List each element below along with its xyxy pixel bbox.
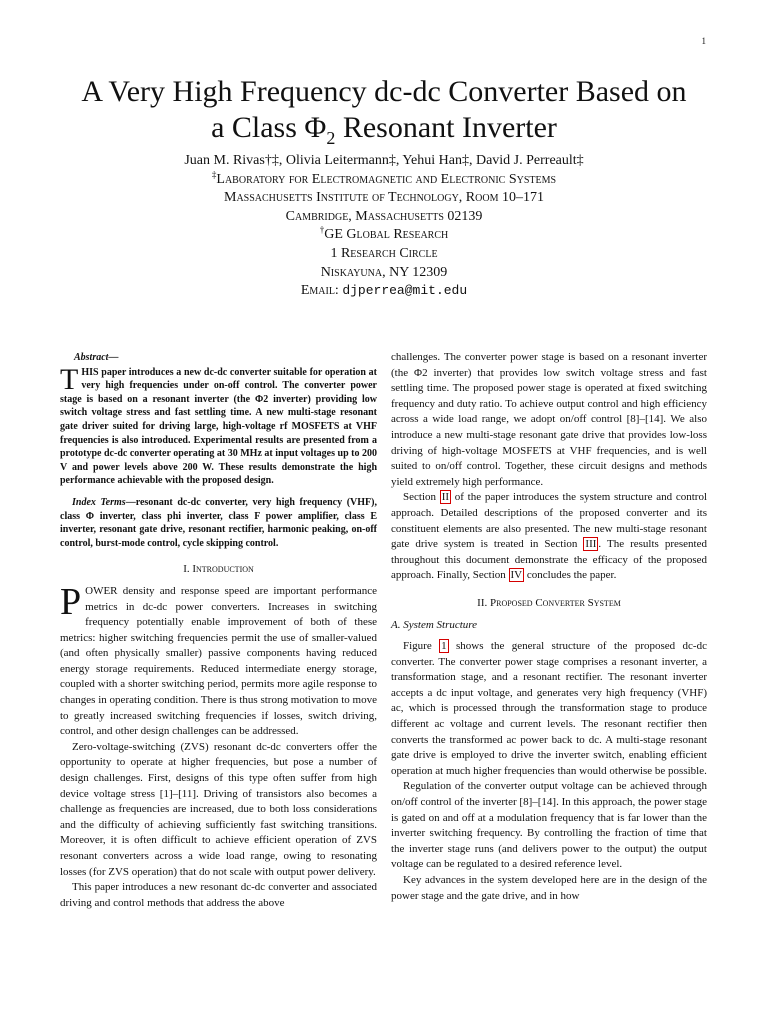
subsection-heading-system-structure: A. System Structure: [391, 618, 478, 631]
title-line-2: a Class $\Phi_2$ Resonant Inverter: [211, 111, 557, 148]
email-link[interactable]: djperrea@mit.edu: [342, 283, 468, 299]
index-terms-label: Index Terms: [72, 496, 126, 508]
right-paragraph-2: Section II of the paper introduces the system structure and control approach. Detailed descriptions of the proposed converter and its constituent elements are also presented. The new multi-stage resonant gate drive system is treated in Section III . The results presented throughout this document demonstrate the efficacy of the proposed approach. Finally, Section IV concludes the paper.: [391, 491, 707, 582]
intro-dropcap: P: [60, 580, 82, 623]
affiliation-1-line-1: ‡Laboratory for Electromagnetic and Electronic Systems: [211, 168, 557, 187]
left-column: [60, 350, 377, 911]
right-column: [391, 350, 707, 904]
figure-link-1[interactable]: 1: [441, 640, 447, 653]
intro-paragraph-3: This paper introduces a new resonant dc-dc converter and associated driving and control methods that address the above: [60, 881, 377, 909]
abstract-label: Abstract—: [74, 352, 119, 363]
intro-paragraph-1: POWER density and response speed are important performance metrics in dc-dc power converters. Increases in switching frequency potentially enable improvement of both of these metrics: higher switching frequencies permit the use of smaller-valued (and often physically smaller) passive components having reduced energy storage requirements. Reduced intermediate energy storage, coupled with a shorter switching period, permits more agile response to changes in operating condition. There is thus strong motivation to move to greatly increased switching frequencies if losses, switch driving, control, and other design challenges can be addressed.: [60, 580, 377, 738]
section-heading-introduction: I. Introduction: [183, 563, 254, 576]
affiliation-1-line-3: Cambridge, Massachusetts 02139: [285, 208, 483, 224]
index-terms-text: —resonant dc-dc converter, very high frequency (VHF), class Φ inverter, class phi inverter, class F power amplifier, class E inverter, resonant gate drive, resonant rectifier, harmonic peaking, on-off control, burst-mode control, cycle skipping control.: [60, 496, 377, 549]
abstract: [60, 362, 377, 488]
right-paragraph-1: challenges. The converter power stage is based on a resonant inverter (the Φ2 inverter) that provides low switch voltage stress and fast settling time. The proposed power stage is operated at fixed switching frequency and duty ratio. To achieve output control and high efficiency across a wide load range, we adopt on/off control [8]–[14]. We also introduce a new multi-stage resonant gate drive that provides low-loss driving of high-voltage MOSFETS at VHF frequencies, and is well suited to on/off control. Together, these circuit designs and methods yield extremely high performance.: [391, 351, 707, 488]
affiliation-2-line-2: 1 Research Circle: [330, 245, 438, 261]
right-paragraph-3: Figure 1 shows the general structure of the proposed dc-dc converter. The converter power stage comprises a resonant inverter, a transformation stage, and a resonant rectifier. The resonant inverter accepts a dc input voltage, and generates very high frequency (VHF) ac, which is processed through the transformation stage to produce different ac voltage and current levels. The resonant rectifier then converts the transformed ac power back to dc. A multi-stage resonant gate drive is employed to drive the inverter switch, enabling efficient operation at much higher frequencies than would otherwise be possible.: [391, 640, 707, 777]
affiliation-2-line-1: †GE Global Research: [319, 224, 449, 243]
affiliation-1-line-2: Massachusetts Institute of Technology, Room 10–171: [224, 190, 544, 206]
email-line: Email: djperrea@mit.edu: [300, 283, 468, 299]
title-line-1: A Very High Frequency dc-dc Converter Based on: [81, 75, 687, 108]
section-link-iii[interactable]: III: [585, 538, 597, 551]
affiliation-2-line-3: Niskayuna, NY 12309: [320, 264, 448, 280]
abstract-dropcap: T: [60, 362, 79, 396]
paper-title: [40, 74, 728, 156]
abstract-text: HIS paper introduces a new dc-dc converter suitable for operation at very high frequencies under on-off control. The converter power stage is based on a resonant inverter (the Φ2 inverter) providing low switch voltage stress and fast settling time. A new multi-stage resonant gate driver suited for driving large, high-voltage rf MOSFETS at VHF frequencies is also introduced. Experimental results are presented from a prototype dc-dc converter operating at 30 MHz at input voltages up to 200 V and power levels above 200 W. These results demonstrate the high performance achievable with the proposed design.: [60, 366, 377, 487]
section-heading-proposed-system: II. Proposed Converter System: [477, 596, 621, 609]
section-link-ii[interactable]: II: [441, 491, 450, 504]
author-block: [60, 152, 708, 301]
right-paragraph-5: Key advances in the system developed here are in the design of the power stage and the gate drive, and in how: [391, 874, 707, 902]
page-number: 1: [701, 36, 706, 46]
intro-paragraph-2: Zero-voltage-switching (ZVS) resonant dc-dc converters offer the opportunity to operate at higher frequencies, but pose a number of design challenges. First, designs of this type often suffer from high device voltage stress [1]–[11]. Driving of transistors also becomes a challenge as frequencies are increased, due to both loss considerations and the difficulty of achieving sufficiently fast switching transitions. Moreover, it is often difficult to achieve efficient operation of ZVS resonant converters across a wide load range, owing to resonating losses (for ZVS operation) that do not scale with output power delivery.: [60, 740, 377, 878]
author-names: Juan M. Rivas†‡, Olivia Leitermann‡, Yehui Han‡, David J. Perreault‡: [184, 153, 584, 168]
index-terms: [60, 496, 377, 550]
section-link-iv[interactable]: IV: [510, 569, 523, 582]
right-paragraph-4: Regulation of the converter output voltage can be achieved through on/off control of the inverter [8]–[14]. In this approach, the power stage is gated on and off at a modulation frequency that is far lower than the inverter switching frequency. By controlling the fraction of time that the inverter stage runs (and delivers power to the output) the output voltage can be regulated to a desired reference level.: [391, 780, 707, 871]
